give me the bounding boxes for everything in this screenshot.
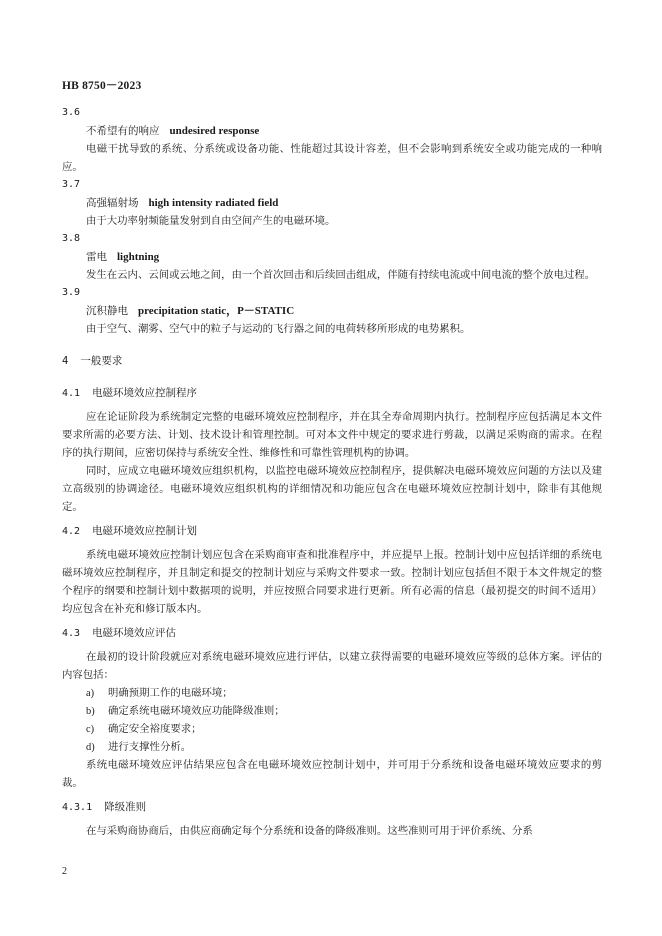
term-en: high intensity radiated field xyxy=(148,197,279,209)
term-title xyxy=(62,248,602,266)
list-marker: d) xyxy=(86,742,95,753)
subsection-heading xyxy=(62,522,602,540)
subsection-number: 4.1 xyxy=(62,388,81,399)
section-number: 4 xyxy=(62,355,69,367)
list-item xyxy=(62,738,602,756)
list-text: 确定安全裕度要求； xyxy=(108,723,202,735)
paragraph: 系统电磁环境效应评估结果应包含在电磁环境效应控制计划中，并可用于分系统和设备电磁环境效应要求的剪裁。 xyxy=(62,759,602,789)
list-text: 进行支撑性分析。 xyxy=(108,741,192,753)
paragraph: 在最初的设计阶段就应对系统电磁环境效应进行评估，以建立获得需要的电磁环境效应等级的总体方案。评估的内容包括： xyxy=(62,651,602,681)
term-number: 3.7 xyxy=(62,179,81,190)
term-zh: 雷电 xyxy=(86,251,107,263)
page-number: 2 xyxy=(62,866,67,877)
term-definition: 电磁干扰导致的系统、分系统或设备功能、性能超过其设计容差，但不会影响到系统安全或功能完成的一种响应。 xyxy=(62,143,602,173)
subsection-number: 4.3.1 xyxy=(62,802,93,813)
term-zh: 不希望有的响应 xyxy=(86,125,160,137)
list-marker: b) xyxy=(86,706,95,717)
paragraph: 同时，应成立电磁环境效应组织机构，以监控电磁环境效应控制程序，提供解决电磁环境效应问题的方法以及建立高级别的协调途径。电磁环境效应组织机构的详细情况和功能应包含在电磁环境效应控制计划中，除非有其他规定。 xyxy=(62,465,602,513)
list-marker: c) xyxy=(86,724,95,735)
subsection-number: 4.2 xyxy=(62,526,81,537)
term-number: 3.8 xyxy=(62,233,81,244)
list-item xyxy=(62,720,602,738)
term-en: undesired response xyxy=(169,125,260,137)
paragraph: 在与采购商协商后，由供应商确定每个分系统和设备的降级准则。这些准则可用于评价系统、分系 xyxy=(86,825,533,837)
subsection-heading xyxy=(62,384,602,402)
subsection-title: 电磁环境效应控制计划 xyxy=(92,525,198,537)
list-item xyxy=(62,702,602,720)
list-text: 确定系统电磁环境效应功能降级准则； xyxy=(108,705,285,717)
subsection-number: 4.3 xyxy=(62,628,81,639)
paragraph: 系统电磁环境效应控制计划应包含在采购商审查和批准程序中，并应提早上报。控制计划中应包括详细的系统电磁环境效应控制程序，并且制定和提交的控制计划应与采购文件要求一致。控制计划应包括但不限于本文件规定的整个程序的纲要和控制计划中数据项的说明，并应按照合同要求进行更新。所有必需的信息（最初提交的时间不适用）均应包含在补充和修订版本内。 xyxy=(62,549,602,615)
subsection-heading xyxy=(62,798,602,816)
term-zh: 高强辐射场 xyxy=(86,197,139,209)
list-marker: a) xyxy=(86,688,95,699)
term-title xyxy=(62,194,602,212)
subsection-title: 降级准则 xyxy=(104,801,147,813)
term-definition: 发生在云内、云间或云地之间，由一个首次回击和后续回击组成，伴随有持续电流或中间电流的整个放电过程。 xyxy=(86,269,596,281)
list-item xyxy=(62,684,602,702)
section-heading xyxy=(62,352,602,370)
subsection-title: 电磁环境效应控制程序 xyxy=(92,387,198,399)
section-title: 一般要求 xyxy=(80,355,123,367)
term-number: 3.9 xyxy=(62,287,81,298)
term-en: precipitation static，P－STATIC xyxy=(138,305,295,317)
term-zh: 沉积静电 xyxy=(86,305,128,317)
term-number: 3.6 xyxy=(62,107,81,118)
document-body xyxy=(62,104,602,840)
subsection-title: 电磁环境效应评估 xyxy=(92,627,177,639)
standard-header: HB 8750－2023 xyxy=(62,80,142,92)
paragraph: 应在论证阶段为系统制定完整的电磁环境效应控制程序，并在其全寿命周期内执行。控制程序应包括满足本文件要求所需的必要方法、计划、技术设计和管理控制。可对本文件中规定的要求进行剪裁，以满足采购商的需求。在程序的执行期间，应密切保持与系统安全性、维修性和可靠性管理机构的协调。 xyxy=(62,411,602,459)
term-definition: 由于空气、潮雾、空气中的粒子与运动的飞行器之间的电荷转移所形成的电势累积。 xyxy=(86,323,471,335)
term-en: lightning xyxy=(117,251,160,263)
subsection-heading xyxy=(62,624,602,642)
list-text: 明确预期工作的电磁环境； xyxy=(108,687,233,699)
term-definition: 由于大功率射频能量发射到自由空间产生的电磁环境。 xyxy=(86,215,336,227)
term-title xyxy=(62,302,602,320)
term-title xyxy=(62,122,602,140)
